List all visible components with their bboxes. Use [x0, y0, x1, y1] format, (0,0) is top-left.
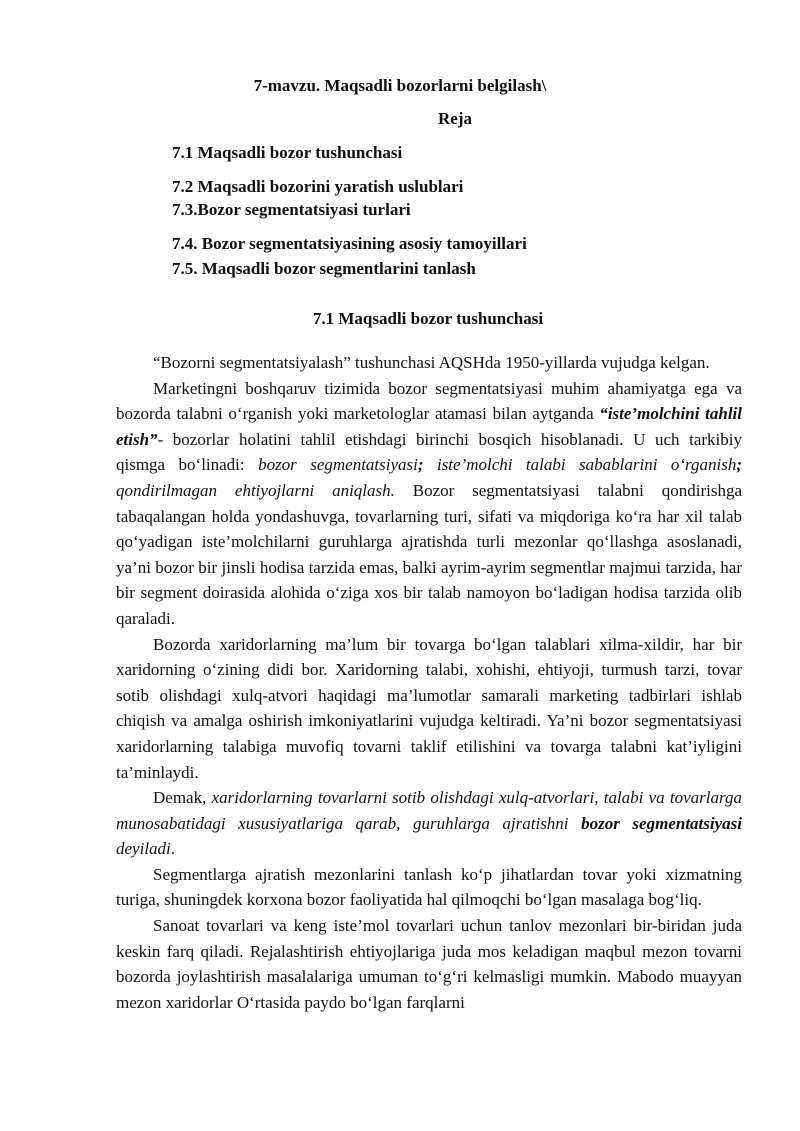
paragraph-text: Bozorda xaridorlarning ma’lum bir tovarga bo‘lgan talablari xilma-xildir, har bir xaridorning o‘zining didi bor. Xaridorning talabi, xohishi, ehtiyoji, turmush tarzi, tovar sotib olishdagi xulq-atvori haqidagi ma’lumotlar samarali marketing tadbirlari ishlab chiqish va amalga oshirish imkoniyatlarini vujudga keltiradi. Ya’ni bozor segmentatsiyasi xaridorlarning talabiga muvofiq tovarni taklif etilishini va tovarga talabni kat’iyligini ta’minlaydi.	[116, 634, 742, 782]
paragraph	[116, 862, 742, 913]
emphasis-text: “iste’molchini tahlil etish”	[116, 404, 742, 449]
emphasis-text: ;	[417, 455, 437, 475]
paragraph-text: Bozor segmentatsiyasi talabni qondirishga tabaqalangan holda yondashuvga, tovarlarning turi, sifati va miqdoriga ko‘ra har xil talab qo‘yadigan iste’molchilarni guruhlarga ajratishda turli mezonlar qo‘llashga asoslanadi, ya’ni bozor bir jinsli hodisa tarzida emas, balki ayrim-ayrim segmentlar majmui tarzida, har bir segment doirasida alohida o‘ziga xos bir talab namoyon bo‘ladigan hodisa tarzida olib qaraladi.	[116, 480, 742, 628]
emphasis-text: ;	[736, 455, 742, 475]
paragraph-text: Marketingni boshqaruv tizimida bozor segmentatsiyasi muhim ahamiyatga ega va bozorda talabni o‘rganish yoki marketologlar atamasi bilan aytganda	[116, 378, 742, 424]
emphasis-text: xaridorlarning tovarlarni sotib olishdagi xulq-atvorlari, talabi va tovarlarga munosabatidagi xususiyatlariga qarab, guruhlarga ajratishni	[116, 788, 742, 833]
emphasis-text: deyiladi	[116, 839, 171, 859]
paragraph-text: - bozorlar holatini tahlil etishdagi birinchi bosqich hisoblanadi. U uch tarkibiy qismga bo‘linadi:	[116, 429, 742, 475]
toc-item: 7.3.Bozor segmentatsiyasi turlari	[172, 200, 411, 219]
emphasis-text: qondirilmagan ehtiyojlarni aniqlash.	[116, 480, 395, 500]
document-title: 7-mavzu. Maqsadli bozorlarni belgilash\	[253, 76, 547, 95]
section-heading: 7.1 Maqsadli bozor tushunchasi	[312, 309, 544, 328]
paragraph	[116, 913, 742, 1015]
toc-item: 7.1 Maqsadli bozor tushunchasi	[172, 143, 403, 162]
paragraph	[116, 785, 742, 862]
paragraph-text: Demak,	[153, 788, 212, 808]
paragraph	[116, 350, 742, 376]
paragraph-text: .	[170, 839, 176, 859]
emphasis-text: iste’molchi talabi sabablarini o‘rganish	[436, 455, 737, 475]
emphasis-text: bozor segmentatsiyasi	[258, 455, 418, 475]
paragraph	[116, 632, 742, 786]
paragraph-text: Segmentlarga ajratish mezonlarini tanlash ko‘p jihatlardan tovar yoki xizmatning turiga, shuningdek korxona bozor faoliyatida hal qilmoqchi bo‘lgan masalaga bog‘liq.	[116, 864, 742, 910]
paragraph-text: Sanoat tovarlari va keng iste’mol tovarlari uchun tanlov mezonlari bir-biridan juda keskin farq qiladi. Rejalashtirish ehtiyojlariga juda mos keladigan maqbul mezon tovarni bozorda joylashtirish masalalariga umuman to‘g‘ri kelmasligi mumkin. Mabodo muayyan mezon xaridorlar O‘rtasida paydo bo‘lgan farqlarni	[116, 916, 742, 1012]
emphasis-text: bozor segmentatsiyasi	[581, 813, 742, 833]
paragraph-text: “Bozorni segmentatsiyalash” tushunchasi AQSHda 1950-yillarda vujudga kelgan.	[153, 353, 710, 372]
toc-item: 7.4. Bozor segmentatsiyasining asosiy tamoyillari	[172, 234, 527, 253]
body-text	[116, 350, 742, 1015]
toc-item: 7.2 Maqsadli bozorini yaratish uslublari	[172, 177, 464, 196]
plan-heading: Reja	[438, 109, 472, 128]
toc-item: 7.5. Maqsadli bozor segmentlarini tanlash	[172, 259, 476, 278]
paragraph	[116, 376, 742, 632]
